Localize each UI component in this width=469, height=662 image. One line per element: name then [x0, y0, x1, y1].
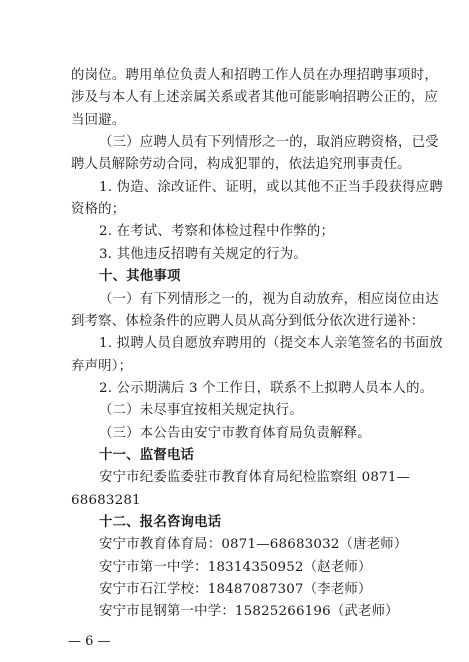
text-line-15: 2. 公示期满后 3 个工作日，联系不上拟聘人员本人的。	[99, 380, 434, 396]
text-line-11: （一）有下列情形之一的，视为自动放弃，相应岗位由达	[99, 291, 439, 307]
page-number: — 6 —	[68, 633, 111, 649]
text-line-8: 2. 在考试、考察和体检过程中作弊的；	[99, 224, 335, 240]
text-line-4: （三）应聘人员有下列情形之一的，取消应聘资格，已受	[99, 135, 439, 151]
section-heading-10: 十、其他事项	[99, 269, 181, 285]
text-line-19: 安宁市纪委监委驻市教育体育局纪检监察组 0871—	[99, 470, 411, 486]
text-line-17: （三）本公告由安宁市教育体育局负责解释。	[99, 425, 371, 441]
text-line-7: 资格的；	[71, 202, 126, 218]
text-line-2: 涉及与本人有上述亲属关系或者其他可能影响招聘公正的，应	[71, 90, 438, 106]
contact-line-education-bureau: 安宁市教育体育局：0871—68683032（唐老师）	[99, 537, 408, 553]
text-line-3: 当回避。	[71, 112, 126, 128]
contact-line-first-middle-school: 安宁市第一中学：18314350952（赵老师）	[99, 559, 372, 575]
text-line-12: 到考察、体检条件的应聘人员从高分到低分依次进行递补：	[71, 313, 425, 329]
text-line-9: 3. 其他违反招聘有关规定的行为。	[99, 246, 307, 262]
section-heading-11: 十一、监督电话	[99, 447, 195, 463]
text-line-6: 1. 伪造、涂改证件、证明，或以其他不正当手段获得应聘	[99, 179, 443, 195]
contact-line-shijiang-school: 安宁市石江学校：18487087307（李老师）	[99, 582, 372, 598]
text-line-20: 68683281	[71, 492, 141, 508]
text-line-5: 聘人员解除劳动合同，构成犯罪的，依法追究刑事责任。	[71, 157, 411, 173]
section-heading-12: 十二、报名咨询电话	[99, 515, 222, 530]
text-line-16: （二）未尽事宜按相关规定执行。	[99, 403, 303, 419]
text-line-14: 弃声明）；	[71, 358, 133, 374]
text-line-13: 1. 拟聘人员自愿放弃聘用的（提交本人亲笔签名的书面放	[99, 336, 443, 352]
text-line-1: 的岗位。聘用单位负责人和招聘工作人员在办理招聘事项时，	[71, 68, 438, 83]
contact-line-kungang-school: 安宁市昆钢第一中学：15825266196（武老师）	[99, 604, 399, 620]
